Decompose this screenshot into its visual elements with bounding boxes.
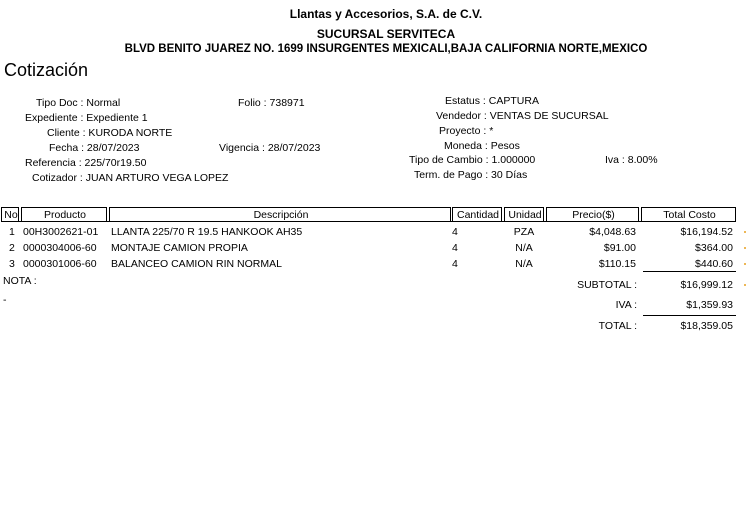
vendedor: Vendedor : VENTAS DE SUCURSAL (436, 110, 609, 122)
col-header-no: No (1, 207, 19, 221)
row-descripcion: MONTAJE CAMION PROPIA (111, 242, 248, 254)
row-cantidad: 4 (452, 226, 458, 238)
folio: Folio : 738971 (238, 97, 305, 109)
proyecto: Proyecto : * (439, 125, 494, 137)
row-descripcion: LLANTA 225/70 R 19.5 HANKOOK AH35 (111, 226, 303, 238)
nota-label: NOTA : (3, 275, 37, 287)
row-marker (744, 247, 746, 249)
cotizador: Cotizador : JUAN ARTURO VEGA LOPEZ (32, 172, 229, 184)
cliente: Cliente : KURODA NORTE (47, 127, 173, 139)
col-header-descripcion: Descripción (109, 207, 451, 221)
subtotal-rule (643, 271, 736, 272)
row-no: 2 (9, 242, 15, 254)
row-descripcion: BALANCEO CAMION RIN NORMAL (111, 258, 282, 270)
estatus: Estatus : CAPTURA (445, 95, 539, 107)
row-total: $16,194.52 (680, 226, 733, 238)
row-marker (744, 284, 746, 286)
col-header-cantidad: Cantidad (452, 207, 502, 221)
moneda: Moneda : Pesos (444, 140, 520, 152)
row-precio: $110.15 (598, 258, 636, 270)
table-header-underline (1, 221, 736, 222)
row-producto: 0000301006-60 (23, 258, 97, 270)
vigencia: Vigencia : 28/07/2023 (219, 142, 321, 154)
subtotal-value: $16,999.12 (680, 279, 733, 291)
row-unidad: PZA (513, 226, 535, 238)
row-marker (744, 231, 746, 233)
row-producto: 00H3002621-01 (23, 226, 99, 238)
row-precio: $4,048.63 (589, 226, 636, 238)
col-header-precio: Precio($) (546, 207, 639, 221)
row-precio: $91.00 (603, 242, 636, 254)
total-label: TOTAL : (598, 320, 637, 332)
subtotal-label: SUBTOTAL : (577, 279, 637, 291)
referencia: Referencia : 225/70r19.50 (25, 157, 147, 169)
col-header-total: Total Costo (641, 207, 736, 221)
company-name: Llantas y Accesorios, S.A. de C.V. (289, 7, 483, 21)
iva-label: IVA : (615, 299, 637, 311)
total-value: $18,359.05 (680, 320, 733, 332)
row-marker (744, 263, 746, 265)
branch-name: SUCURSAL SERVITECA (316, 27, 456, 41)
row-no: 3 (9, 258, 15, 270)
total-rule (643, 315, 736, 316)
iva-rate: Iva : 8.00% (605, 154, 658, 166)
row-cantidad: 4 (452, 242, 458, 254)
row-unidad: N/A (515, 258, 533, 270)
row-cantidad: 4 (452, 258, 458, 270)
tipo-cambio: Tipo de Cambio : 1.000000 (409, 154, 536, 166)
col-header-unidad: Unidad (504, 207, 544, 221)
row-producto: 0000304006-60 (23, 242, 97, 254)
nota-value: - (3, 294, 7, 306)
page-title: Cotización (4, 60, 89, 80)
row-total: $364.00 (695, 242, 733, 254)
col-header-producto: Producto (21, 207, 107, 221)
fecha: Fecha : 28/07/2023 (49, 142, 140, 154)
row-unidad: N/A (515, 242, 533, 254)
iva-value: $1,359.93 (686, 299, 733, 311)
row-no: 1 (9, 226, 15, 238)
row-total: $440.60 (695, 258, 733, 270)
tipo-doc: Tipo Doc : Normal (36, 97, 121, 109)
term-pago: Term. de Pago : 30 Días (414, 169, 528, 181)
branch-address: BLVD BENITO JUAREZ NO. 1699 INSURGENTES MEXICALI,BAJA CALIFORNIA NORTE,MEXICO (124, 43, 648, 55)
expediente: Expediente : Expediente 1 (25, 112, 148, 124)
